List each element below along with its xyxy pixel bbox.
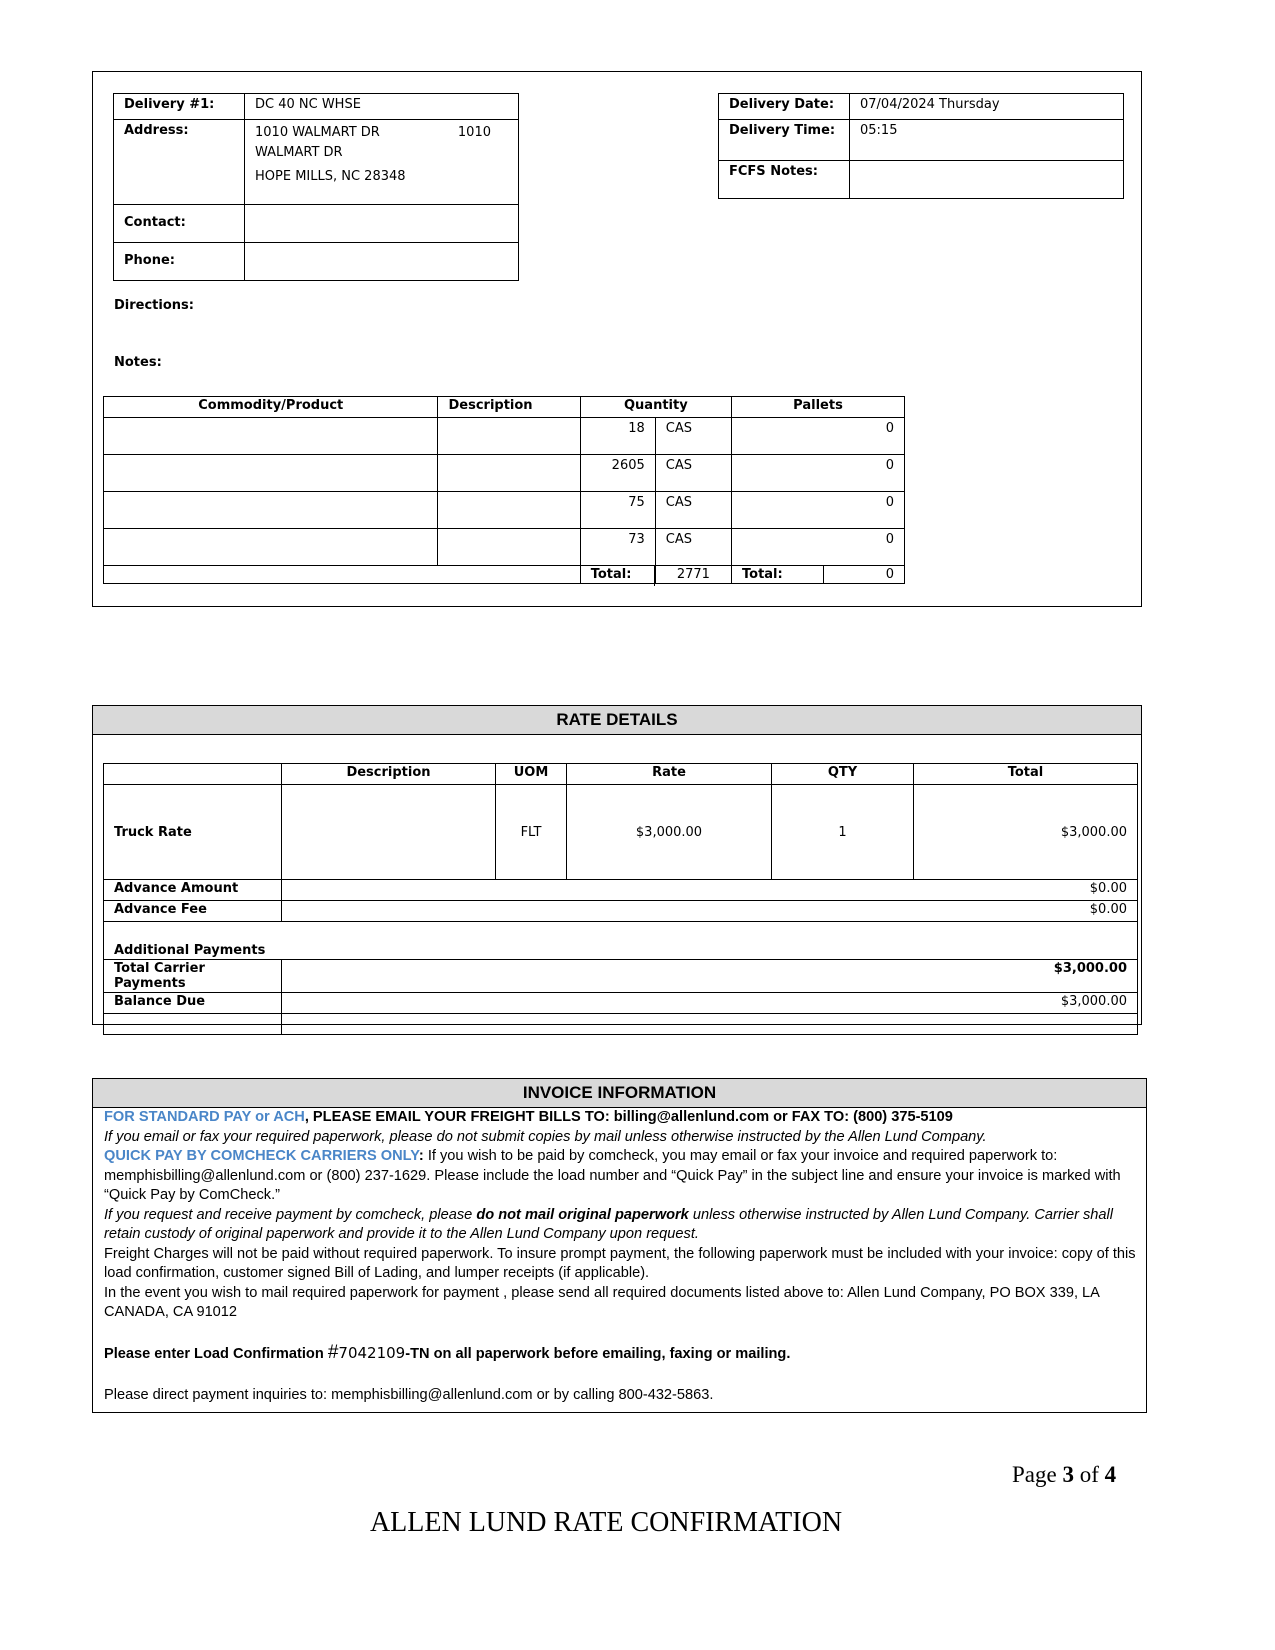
col-commodity: Commodity/Product (104, 397, 438, 418)
col-total: Total (914, 764, 1138, 785)
delivery-date-label: Delivery Date: (719, 94, 850, 120)
uom-cell: CAS (655, 455, 731, 492)
truck-rate-desc (282, 785, 496, 880)
address-label: Address: (114, 120, 245, 167)
balance-due: $3,000.00 (282, 993, 1138, 1014)
load-confirmation-number: 7042109 (338, 1343, 406, 1362)
truck-rate-row (104, 785, 1138, 880)
delivery-date: 07/04/2024 Thursday (850, 94, 1124, 120)
payment-inquiries: Please direct payment inquiries to: memphisbilling@allenlund.com or by calling 800-432-5863. (104, 1387, 714, 1403)
freight-charges-paragraph: Freight Charges will not be paid without required paperwork. To insure prompt payment, the following paperwork must be included with your invoice: copy of this load confirmation, customer signed Bill of Lading, and lumper receipts (if applicable). (104, 1245, 1136, 1281)
address-line1b: 1010 (457, 125, 491, 140)
standard-pay-line (104, 1108, 1136, 1128)
delivery-name: DC 40 NC WHSE (245, 94, 519, 120)
truck-rate-uom: FLT (496, 785, 567, 880)
pallets-cell: 0 (732, 492, 905, 529)
col-rate-description: Description (282, 764, 496, 785)
total-carrier-payments: $3,000.00 (282, 960, 1138, 993)
page-number: Page 3 of 4 (1012, 1462, 1117, 1487)
col-uom: UOM (496, 764, 567, 785)
additional-payments-label: Additional Payments (104, 922, 1138, 960)
phone-label: Phone: (114, 242, 245, 280)
col-quantity: Quantity (580, 397, 731, 418)
uom-cell: CAS (655, 492, 731, 529)
uom-cell: CAS (655, 529, 731, 566)
total-carrier-label: Total Carrier Payments (104, 960, 282, 993)
address-city: HOPE MILLS, NC 28348 (245, 166, 519, 204)
advance-amount: $0.00 (282, 880, 1138, 901)
total-qty: 2771 (655, 566, 731, 584)
advance-fee-label: Advance Fee (104, 901, 282, 922)
standard-pay-note: If you email or fax your required paperwork, please do not submit copies by mail unless otherwise instructed by the Allen Lund Company. (104, 1128, 987, 1145)
table-row (104, 455, 905, 492)
advance-fee: $0.00 (282, 901, 1138, 922)
load-confirmation-instruction: Please enter Load Confirmation #7042109-TN on all paperwork before emailing, faxing or mailing. (104, 1341, 791, 1363)
address-street (245, 120, 519, 167)
rate-table (103, 763, 1138, 1035)
col-description: Description (438, 397, 580, 418)
address-line2: WALMART DR (255, 145, 343, 160)
standard-pay-instructions: , PLEASE EMAIL YOUR FREIGHT BILLS TO: billing@allenlund.com or FAX TO: (800) 375-5109 (304, 1109, 953, 1125)
pallets-cell: 0 (732, 455, 905, 492)
commodity-table (103, 396, 905, 584)
quick-pay-instructions: If you wish to be paid by comcheck, you may email or fax your invoice and required paperwork to: memphisbilling@allenlund.com or (800) 237-1629. Please include the load number and “Quick Pay” in the subject line and ensure your invoice is marked with “Quick Pay by ComCheck.” (104, 1148, 1121, 1203)
quick-pay-note: If you request and receive payment by comcheck, please do not mail original paperwork unless otherwise instructed by Allen Lund Company. Carrier shall retain custody of original paperwork and provide it to the Allen Lund Company upon request. (104, 1206, 1114, 1242)
col-rate: Rate (567, 764, 772, 785)
total-pallets-label: Total: (732, 566, 824, 584)
truck-rate-qty: 1 (772, 785, 914, 880)
qty-cell: 73 (580, 529, 655, 566)
quick-pay-paragraph: QUICK PAY BY COMCHECK CARRIERS ONLY: If you wish to be paid by comcheck, you may email or fax your invoice and required paperwork to: memphisbilling@allenlund.com or (800) 237-1629. Please include the load number and “Quick Pay” in the subject line and ensure your invoice is marked with “Quick Pay by ComCheck.” (104, 1148, 1121, 1203)
rate-details-title: RATE DETAILS (93, 706, 1141, 735)
quick-pay-heading: QUICK PAY BY COMCHECK CARRIERS ONLY (104, 1148, 419, 1164)
fcfs-label: FCFS Notes: (719, 161, 850, 199)
standard-pay-heading: FOR STANDARD PAY or ACH (104, 1109, 305, 1125)
delivery-time-label: Delivery Time: (719, 120, 850, 161)
phone-value (245, 242, 519, 280)
delivery-info-table (113, 93, 519, 281)
notes-label: Notes: (114, 355, 162, 370)
delivery-label: Delivery #1: (114, 94, 245, 120)
qty-cell: 75 (580, 492, 655, 529)
total-qty-label: Total: (580, 566, 655, 584)
col-pallets: Pallets (732, 397, 905, 418)
mail-paperwork-paragraph: In the event you wish to mail required paperwork for payment , please send all required documents listed above to: Allen Lund Company, PO BOX 339, LA CANADA, CA 91012 (104, 1284, 1100, 1320)
total-pallets: 0 (824, 566, 905, 584)
table-row (104, 529, 905, 566)
truck-rate-label: Truck Rate (104, 785, 282, 880)
balance-due-label: Balance Due (104, 993, 282, 1014)
delivery-schedule-table (718, 93, 1124, 199)
delivery-time: 05:15 (850, 120, 1124, 161)
pallets-cell: 0 (732, 529, 905, 566)
truck-rate-total: $3,000.00 (914, 785, 1138, 880)
col-qty: QTY (772, 764, 914, 785)
truck-rate-rate: $3,000.00 (567, 785, 772, 880)
contact-value (245, 204, 519, 242)
pallets-cell: 0 (732, 418, 905, 455)
contact-label: Contact: (114, 204, 245, 242)
qty-cell: 2605 (580, 455, 655, 492)
invoice-title: INVOICE INFORMATION (93, 1079, 1146, 1108)
uom-cell: CAS (655, 418, 731, 455)
address-line1: 1010 WALMART DR (255, 125, 380, 140)
invoice-section (92, 1078, 1147, 1413)
table-row (104, 418, 905, 455)
table-row (104, 492, 905, 529)
directions-label: Directions: (114, 298, 194, 313)
fcfs-value (850, 161, 1124, 199)
qty-cell: 18 (580, 418, 655, 455)
document-footer-title: ALLEN LUND RATE CONFIRMATION (369, 1507, 843, 1538)
advance-amount-label: Advance Amount (104, 880, 282, 901)
